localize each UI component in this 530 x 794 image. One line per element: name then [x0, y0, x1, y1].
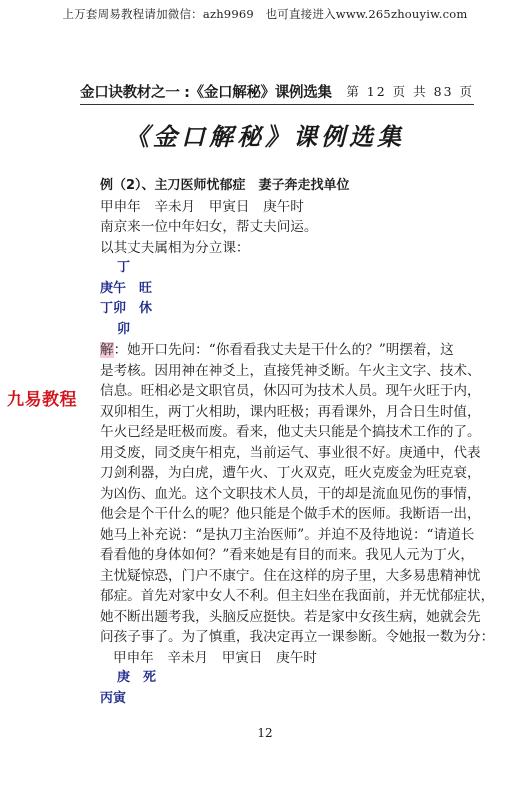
- page-number: 12: [257, 726, 273, 740]
- analysis-line: 看看他的身体如何？”看来她是有目的而来。我见人元为丁火，: [100, 547, 474, 563]
- lesson-1-row: 卯: [117, 321, 131, 337]
- lesson-2-row: 庚 死: [117, 670, 157, 685]
- case-title: 例（2）、主刀医师忧郁症 妻子奔走找单位: [100, 178, 350, 193]
- analysis-line: 用爻废，同爻庚午相克，当前运气、事业很不好。庚通中，代表: [100, 444, 481, 461]
- watermark-logo: 九易教程: [7, 390, 77, 410]
- document-title: 《金口解秘》课例选集: [125, 122, 405, 151]
- analysis-line: 问孩子事了。为了慎重，我决定再立一课参断。令她报一数为分：: [100, 629, 495, 645]
- analysis-line: 午火已经是旺极而废。看来，他丈夫只能是个搞技术工作的了。: [100, 424, 481, 440]
- analysis-line: 郁症。首先对家中女人不利。但主妇坐在我面前，并无忧郁症状，: [100, 588, 495, 604]
- analysis-line: 双卯相生，两丁火相助，课内旺极；再看课外，月合日生时值，: [100, 403, 481, 420]
- lesson-1-row: 丁: [117, 260, 131, 275]
- header-page-info: 第 12 页 共 83 页: [346, 84, 474, 99]
- analysis-line: 是考核。因用神在神爻上，直接凭神爻断。午火主文字、技术、: [100, 362, 481, 379]
- date-line-2: 甲申年 辛未月 甲寅日 庚午时: [113, 649, 317, 666]
- analysis-line: 为凶伤、血光。这个文职技术人员，干的却是流血见伤的事情，: [100, 485, 481, 502]
- analysis-line: 他会是个干什么的呢？他只能是个做手术的医师。我断语一出，: [100, 506, 481, 522]
- analysis-line: 解：她开口先问：“你看看我丈夫是干什么的？”明摆着，这: [100, 342, 454, 358]
- analysis-paragraph: [100, 340, 495, 648]
- analysis-line: 她马上补充说：“是执刀主治医师”。并迫不及待地说：“请道长: [100, 526, 475, 543]
- date-line-1: 甲申年 辛未月 甲寅日 庚午时: [100, 198, 304, 215]
- analysis-line: 她不断出题考我，头脑反应挺快。若是家中女孩生病，她就会先: [100, 608, 481, 625]
- analysis-line: 主忧疑惊恐，门户不康宁。住在这样的房子里，大多易患精神忧: [100, 567, 481, 584]
- top-banner: 上万套周易教程请加微信：azh9969 也可直接进入www.265zhouyiw.com: [62, 7, 468, 21]
- lesson-1-row: 丁卯 休: [100, 301, 153, 316]
- lesson-2-row: 丙寅: [100, 690, 127, 706]
- question-line: 南京来一位中年妇女，帮丈夫问运。: [100, 219, 318, 235]
- analysis-lead-highlight: 解: [100, 342, 114, 358]
- lesson-1-row: 庚午 旺: [100, 280, 153, 296]
- analysis-line: 信息。旺相必是文职官员，休囚可为技术人员。现午火旺于内，: [100, 383, 481, 399]
- document-body: [100, 176, 495, 709]
- header-title: 金口诀教材之一 :《金口解秘》课例选集: [80, 85, 332, 101]
- analysis-line: 刀剑利器，为白虎，遭午火、丁火双克，旺火克废金为旺克衰，: [100, 465, 481, 481]
- page-header: [80, 80, 474, 105]
- setup-line: 以其丈夫属相为分立课：: [100, 239, 250, 256]
